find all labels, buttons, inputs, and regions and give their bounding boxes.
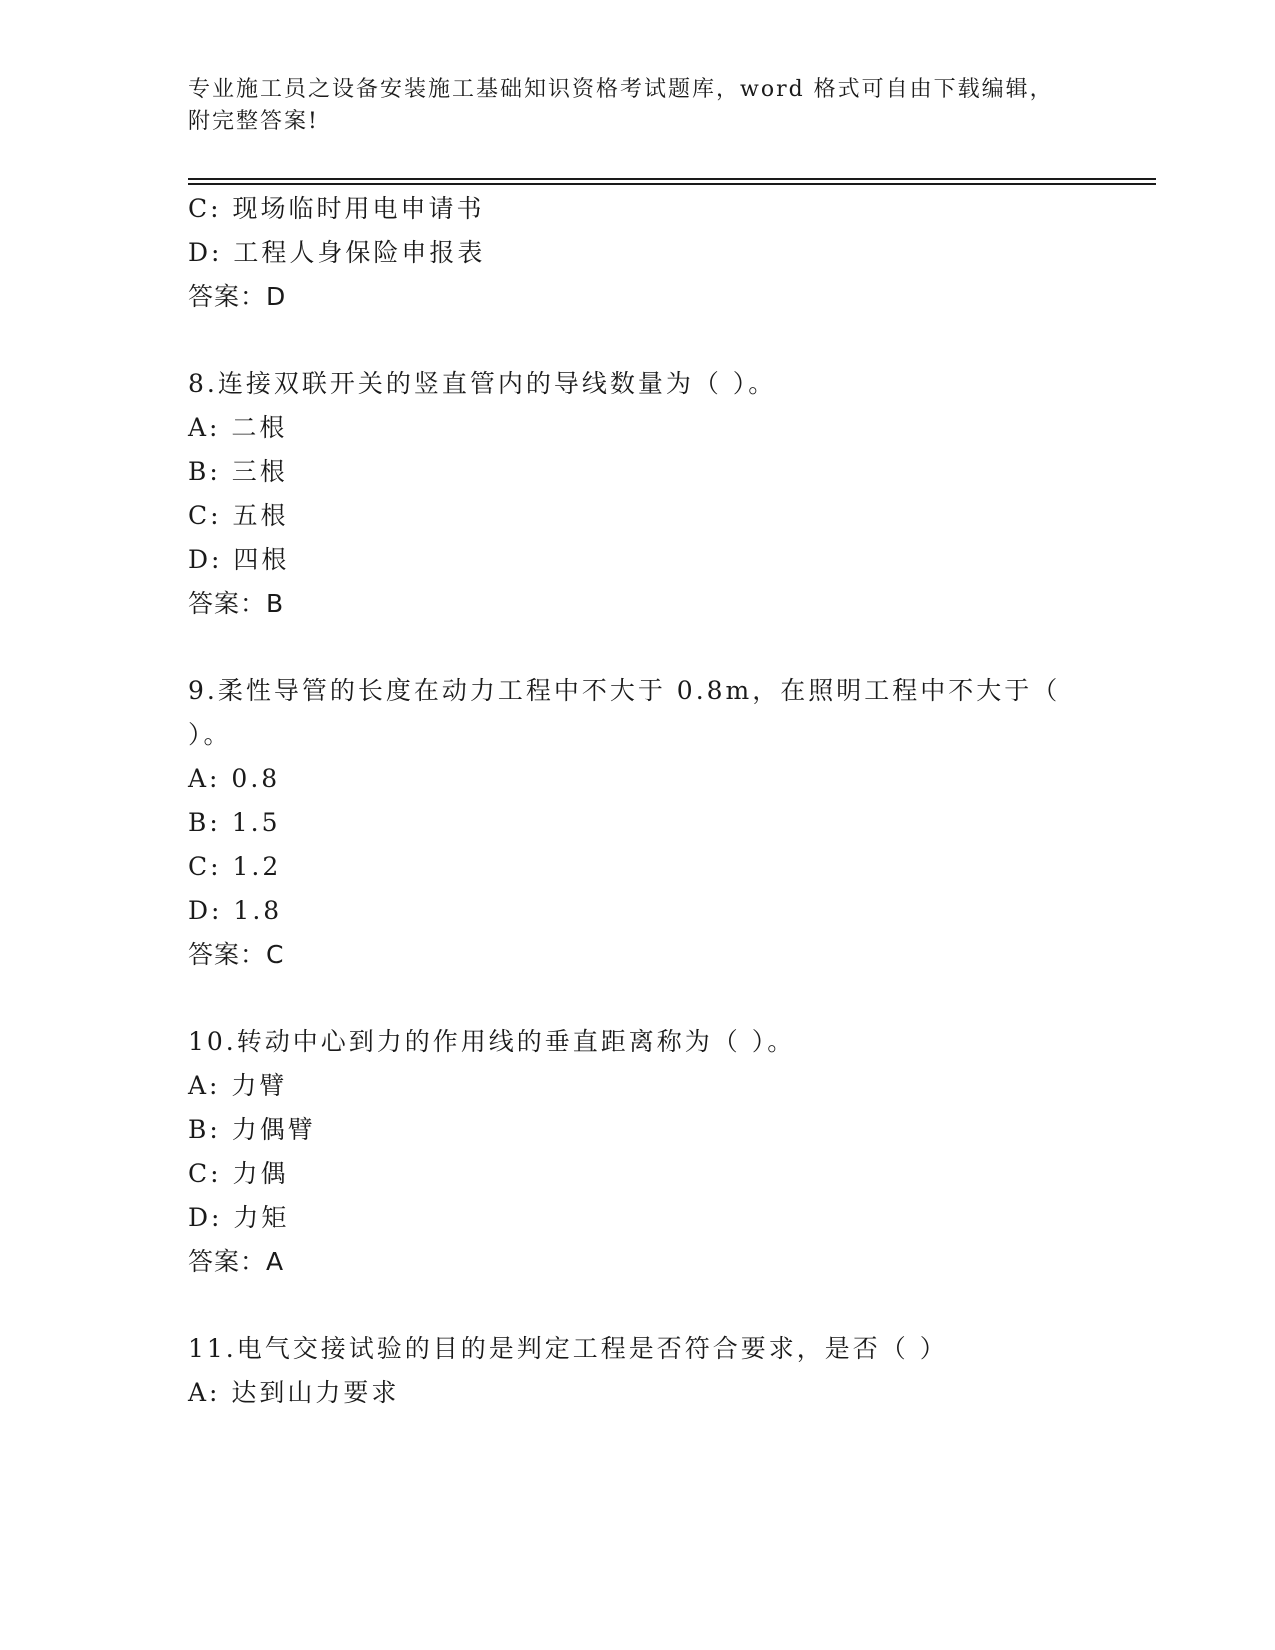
question-10-stem: 10.转动中心到力的作用线的垂直距离称为（ ）。 xyxy=(188,1027,796,1056)
header-divider-bottom xyxy=(188,183,1156,185)
question-9-option-b: B: 1.5 xyxy=(188,808,281,837)
question-8-answer: 答案：B xyxy=(188,589,285,618)
question-10-option-b: B: 力偶臂 xyxy=(188,1115,316,1144)
prev-option-d: D: 工程人身保险申报表 xyxy=(188,238,486,267)
question-11-option-a: A: 达到山力要求 xyxy=(188,1378,400,1407)
question-8-option-c: C: 五根 xyxy=(188,501,289,530)
header-line-2: 附完整答案! xyxy=(188,109,319,134)
question-8-option-d: D: 四根 xyxy=(188,545,290,574)
question-9-stem-line-1: 9.柔性导管的长度在动力工程中不大于 0.8m，在照明工程中不大于（ xyxy=(188,676,1061,705)
question-10-option-a: A: 力臂 xyxy=(188,1071,288,1100)
question-8-option-b: B: 三根 xyxy=(188,457,288,486)
header-line-1: 专业施工员之设备安装施工基础知识资格考试题库，word 格式可自由下载编辑， xyxy=(188,77,1054,102)
question-10-option-d: D: 力矩 xyxy=(188,1203,290,1232)
question-10-option-c: C: 力偶 xyxy=(188,1159,289,1188)
header-divider-top xyxy=(188,178,1156,180)
prev-option-c: C: 现场临时用电申请书 xyxy=(188,194,485,223)
question-9-option-c: C: 1.2 xyxy=(188,852,282,881)
question-10-answer: 答案：A xyxy=(188,1247,285,1276)
document-header xyxy=(188,74,1088,138)
prev-answer: 答案：D xyxy=(188,282,287,311)
question-9-answer: 答案：C xyxy=(188,940,285,969)
question-9-option-a: A: 0.8 xyxy=(188,764,281,793)
question-9-stem-line-2: ）。 xyxy=(188,720,232,749)
question-8-option-a: A: 二根 xyxy=(188,413,288,442)
question-8-stem: 8.连接双联开关的竖直管内的导线数量为（ ）。 xyxy=(188,369,777,398)
question-9-option-d: D: 1.8 xyxy=(188,896,283,925)
question-11-stem: 11.电气交接试验的目的是判定工程是否符合要求，是否（ ） xyxy=(188,1334,948,1363)
